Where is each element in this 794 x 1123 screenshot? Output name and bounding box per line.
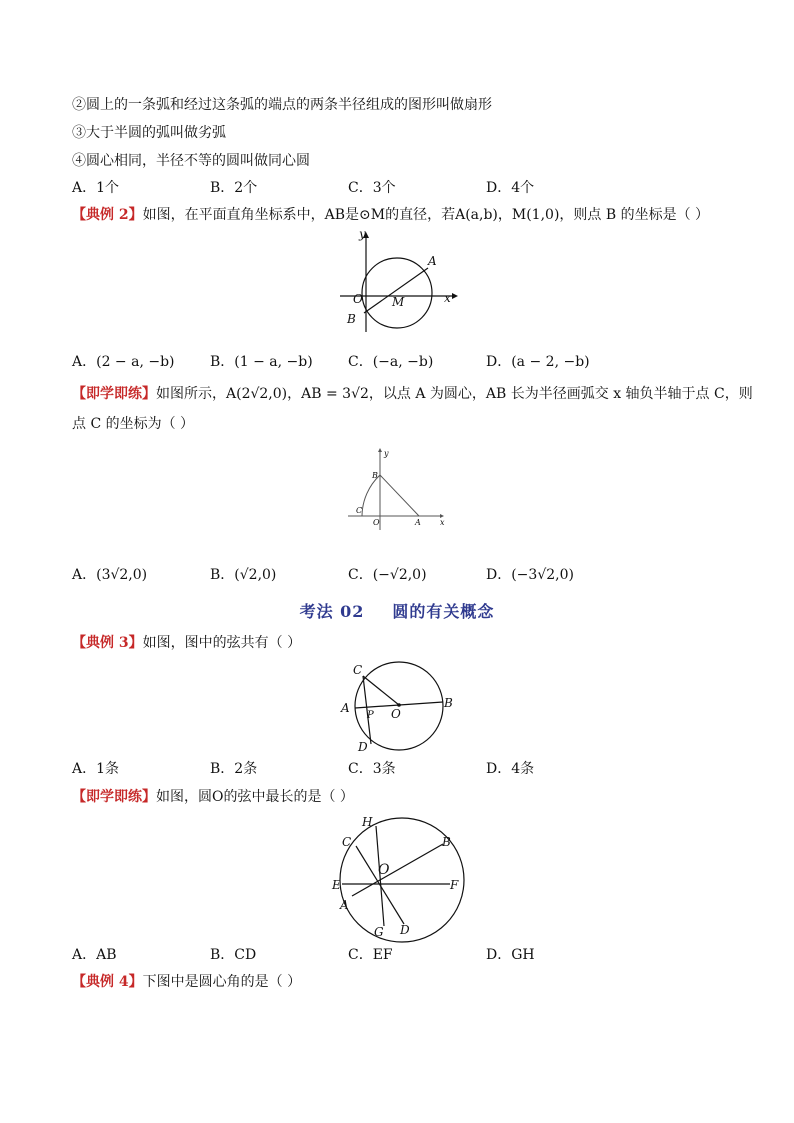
practice2-option-b[interactable]: B．CD	[210, 947, 257, 963]
label-b: B	[347, 312, 356, 326]
practice2-option-a[interactable]: A．AB	[72, 947, 117, 963]
label-o: O	[373, 518, 380, 527]
practice2-question	[72, 788, 354, 806]
y-axis-arrow	[378, 448, 382, 452]
practice1-text-2: 点 C 的坐标为（ ）	[72, 416, 195, 432]
arc-bc	[362, 475, 380, 516]
practice1-figure	[340, 446, 450, 536]
statement-4: ④圆心相同，半径不等的圆叫做同心圆	[72, 153, 310, 169]
chord-ab	[352, 844, 443, 896]
section-number: 考法 02	[299, 602, 365, 621]
label-a: A	[340, 898, 349, 912]
statement-3: ③大于半圆的弧叫做劣弧	[72, 125, 226, 141]
example3-question	[72, 634, 301, 652]
practice1-tag: 【即学即练】	[72, 386, 156, 402]
label-d: D	[400, 923, 410, 937]
label-a: A	[341, 701, 350, 715]
example4-tag: 【典例 4】	[72, 974, 143, 990]
practice2-figure	[326, 812, 470, 940]
example2-tag: 【典例 2】	[72, 207, 143, 223]
practice2-option-c[interactable]: C．EF	[348, 947, 393, 963]
example3-figure	[335, 658, 465, 758]
label-o: O	[391, 707, 401, 721]
label-f: F	[450, 878, 459, 892]
example3-tag: 【典例 3】	[72, 635, 143, 651]
label-b: B	[372, 471, 378, 480]
example4-question	[72, 973, 301, 991]
section-heading	[0, 599, 794, 622]
practice1-question	[72, 385, 753, 403]
label-c: C	[353, 663, 363, 677]
practice1-option-a[interactable]: A．(3√2,0)	[72, 567, 148, 583]
label-o: O	[353, 292, 363, 306]
example3-option-d[interactable]: D．4条	[486, 761, 535, 777]
label-a: A	[428, 254, 437, 268]
example2-text: 如图，在平面直角坐标系中，AB是⊙M的直径，若A(a,b)，M(1,0)，则点 B 的坐标是（ ）	[142, 207, 710, 223]
label-c: C	[356, 506, 363, 515]
practice2-option-d[interactable]: D．GH	[486, 947, 535, 963]
label-e: E	[332, 878, 341, 892]
label-y: y	[384, 449, 389, 458]
label-a: A	[415, 518, 421, 527]
example2-figure	[330, 228, 470, 338]
radius-oc	[363, 676, 399, 705]
example2-option-b[interactable]: B．(1 − a, −b)	[210, 354, 313, 370]
example2-question	[72, 206, 709, 224]
example2-option-c[interactable]: C．(−a, −b)	[348, 354, 434, 370]
practice1-text-1: 如图所示，A(2√2,0)，AB = 3√2，以点 A 为圆心，AB 长为半径画弧交 x 轴负半轴于点 C，则	[156, 386, 753, 402]
label-c: C	[342, 835, 352, 849]
q1-option-a[interactable]: A．1个	[72, 180, 120, 196]
statement-2: ②圆上的一条弧和经过这条弧的端点的两条半径组成的图形叫做扇形	[72, 97, 492, 113]
practice2-tag: 【即学即练】	[72, 789, 156, 805]
label-h: H	[362, 815, 373, 829]
label-m: M	[392, 295, 405, 309]
example3-option-c[interactable]: C．3条	[348, 761, 396, 777]
q1-option-d[interactable]: D．4个	[486, 180, 535, 196]
example3-text: 如图，图中的弦共有（ ）	[142, 635, 302, 651]
section-title: 圆的有关概念	[392, 602, 495, 621]
practice1-option-b[interactable]: B．(√2,0)	[210, 567, 277, 583]
chord-cd	[356, 846, 404, 924]
label-x: x	[444, 291, 451, 305]
q1-option-b[interactable]: B．2个	[210, 180, 258, 196]
practice1-option-c[interactable]: C．(−√2,0)	[348, 567, 427, 583]
label-o: O	[378, 862, 390, 878]
segment-ab	[380, 475, 419, 516]
q1-option-c[interactable]: C．3个	[348, 180, 396, 196]
example2-option-a[interactable]: A．(2 − a, −b)	[72, 354, 175, 370]
circle-m	[362, 258, 432, 328]
label-p: P	[367, 710, 374, 721]
x-axis-arrow	[452, 293, 458, 299]
label-d: D	[358, 740, 368, 754]
label-b: B	[442, 835, 451, 849]
example3-option-b[interactable]: B．2条	[210, 761, 258, 777]
label-x: x	[440, 518, 445, 527]
example2-option-d[interactable]: D．(a − 2, −b)	[486, 354, 590, 370]
label-y: y	[359, 227, 366, 241]
label-b: B	[444, 696, 453, 710]
example3-option-a[interactable]: A．1条	[72, 761, 120, 777]
label-g: G	[374, 925, 384, 939]
example4-text: 下图中是圆心角的是（ ）	[142, 974, 302, 990]
practice2-text: 如图，圆O的弦中最长的是（ ）	[156, 789, 354, 805]
practice1-option-d[interactable]: D．(−3√2,0)	[486, 567, 574, 583]
